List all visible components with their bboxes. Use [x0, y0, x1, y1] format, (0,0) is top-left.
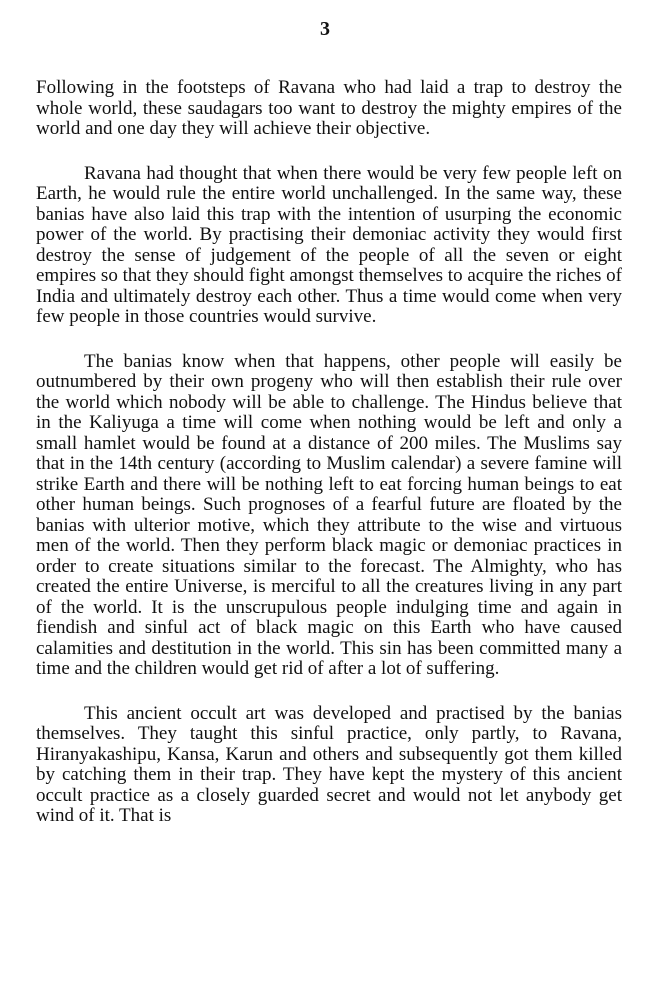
page-number: 3 [320, 18, 330, 40]
paragraph-3: The banias know when that happens, other people will easily be outnumbered by their own progeny who will then establish their rule over the world which nobody will be able to challenge. The Hindus believe that in the Kaliyuga a time will come when nothing would be left and only a small hamlet would be found at a distance of 200 miles. The Muslims say that in the 14th century (according to Muslim calendar) a severe famine will strike Earth and there will be nothing left to eat forcing human beings to eat other human beings. Such prognoses of a fearful future are floated by the banias with ulterior motive, which they attribute to the wise and virtuous men of the world. Then they perform black magic or demoniac practices in order to create situations similar to the forecast. The Almighty, who has created the entire Universe, is merciful to all the creatures living in any part of the world. It is the unscrupulous people indulging time and again in fiendish and sinful act of black magic on this Earth who have caused calamities and destitution in the world. This sin has been committed many a time and the children would get rid of after a lot of suffering. [36, 350, 622, 679]
paragraph-2: Ravana had thought that when there would be very few people left on Earth, he would rule the entire world unchallenged. In the same way, these banias have also laid this trap with the intention of usurping the economic power of the world. By practising their demoniac activity they would first destroy the sense of judgement of the people of all the seven or eight empires so that they should fight amongst themselves to acquire the riches of India and ultimately destroy each other. Thus a time would come when very few people in those countries would survive. [36, 162, 622, 327]
paragraph-4: This ancient occult art was developed and practised by the banias themselves. They taught this sinful practice, only partly, to Ravana, Hiranyakashipu, Kansa, Karun and others and subsequently got them killed by catching them in their trap. They have kept the mystery of this ancient occult practice as a closely guarded secret and would not let anybody get wind of it. That is [36, 702, 622, 826]
paragraph-1: Following in the footsteps of Ravana who had laid a trap to destroy the whole world, these saudagars too want to destroy the mighty empires of the world and one day they will achieve their objective. [36, 77, 622, 139]
body-text [36, 78, 622, 827]
